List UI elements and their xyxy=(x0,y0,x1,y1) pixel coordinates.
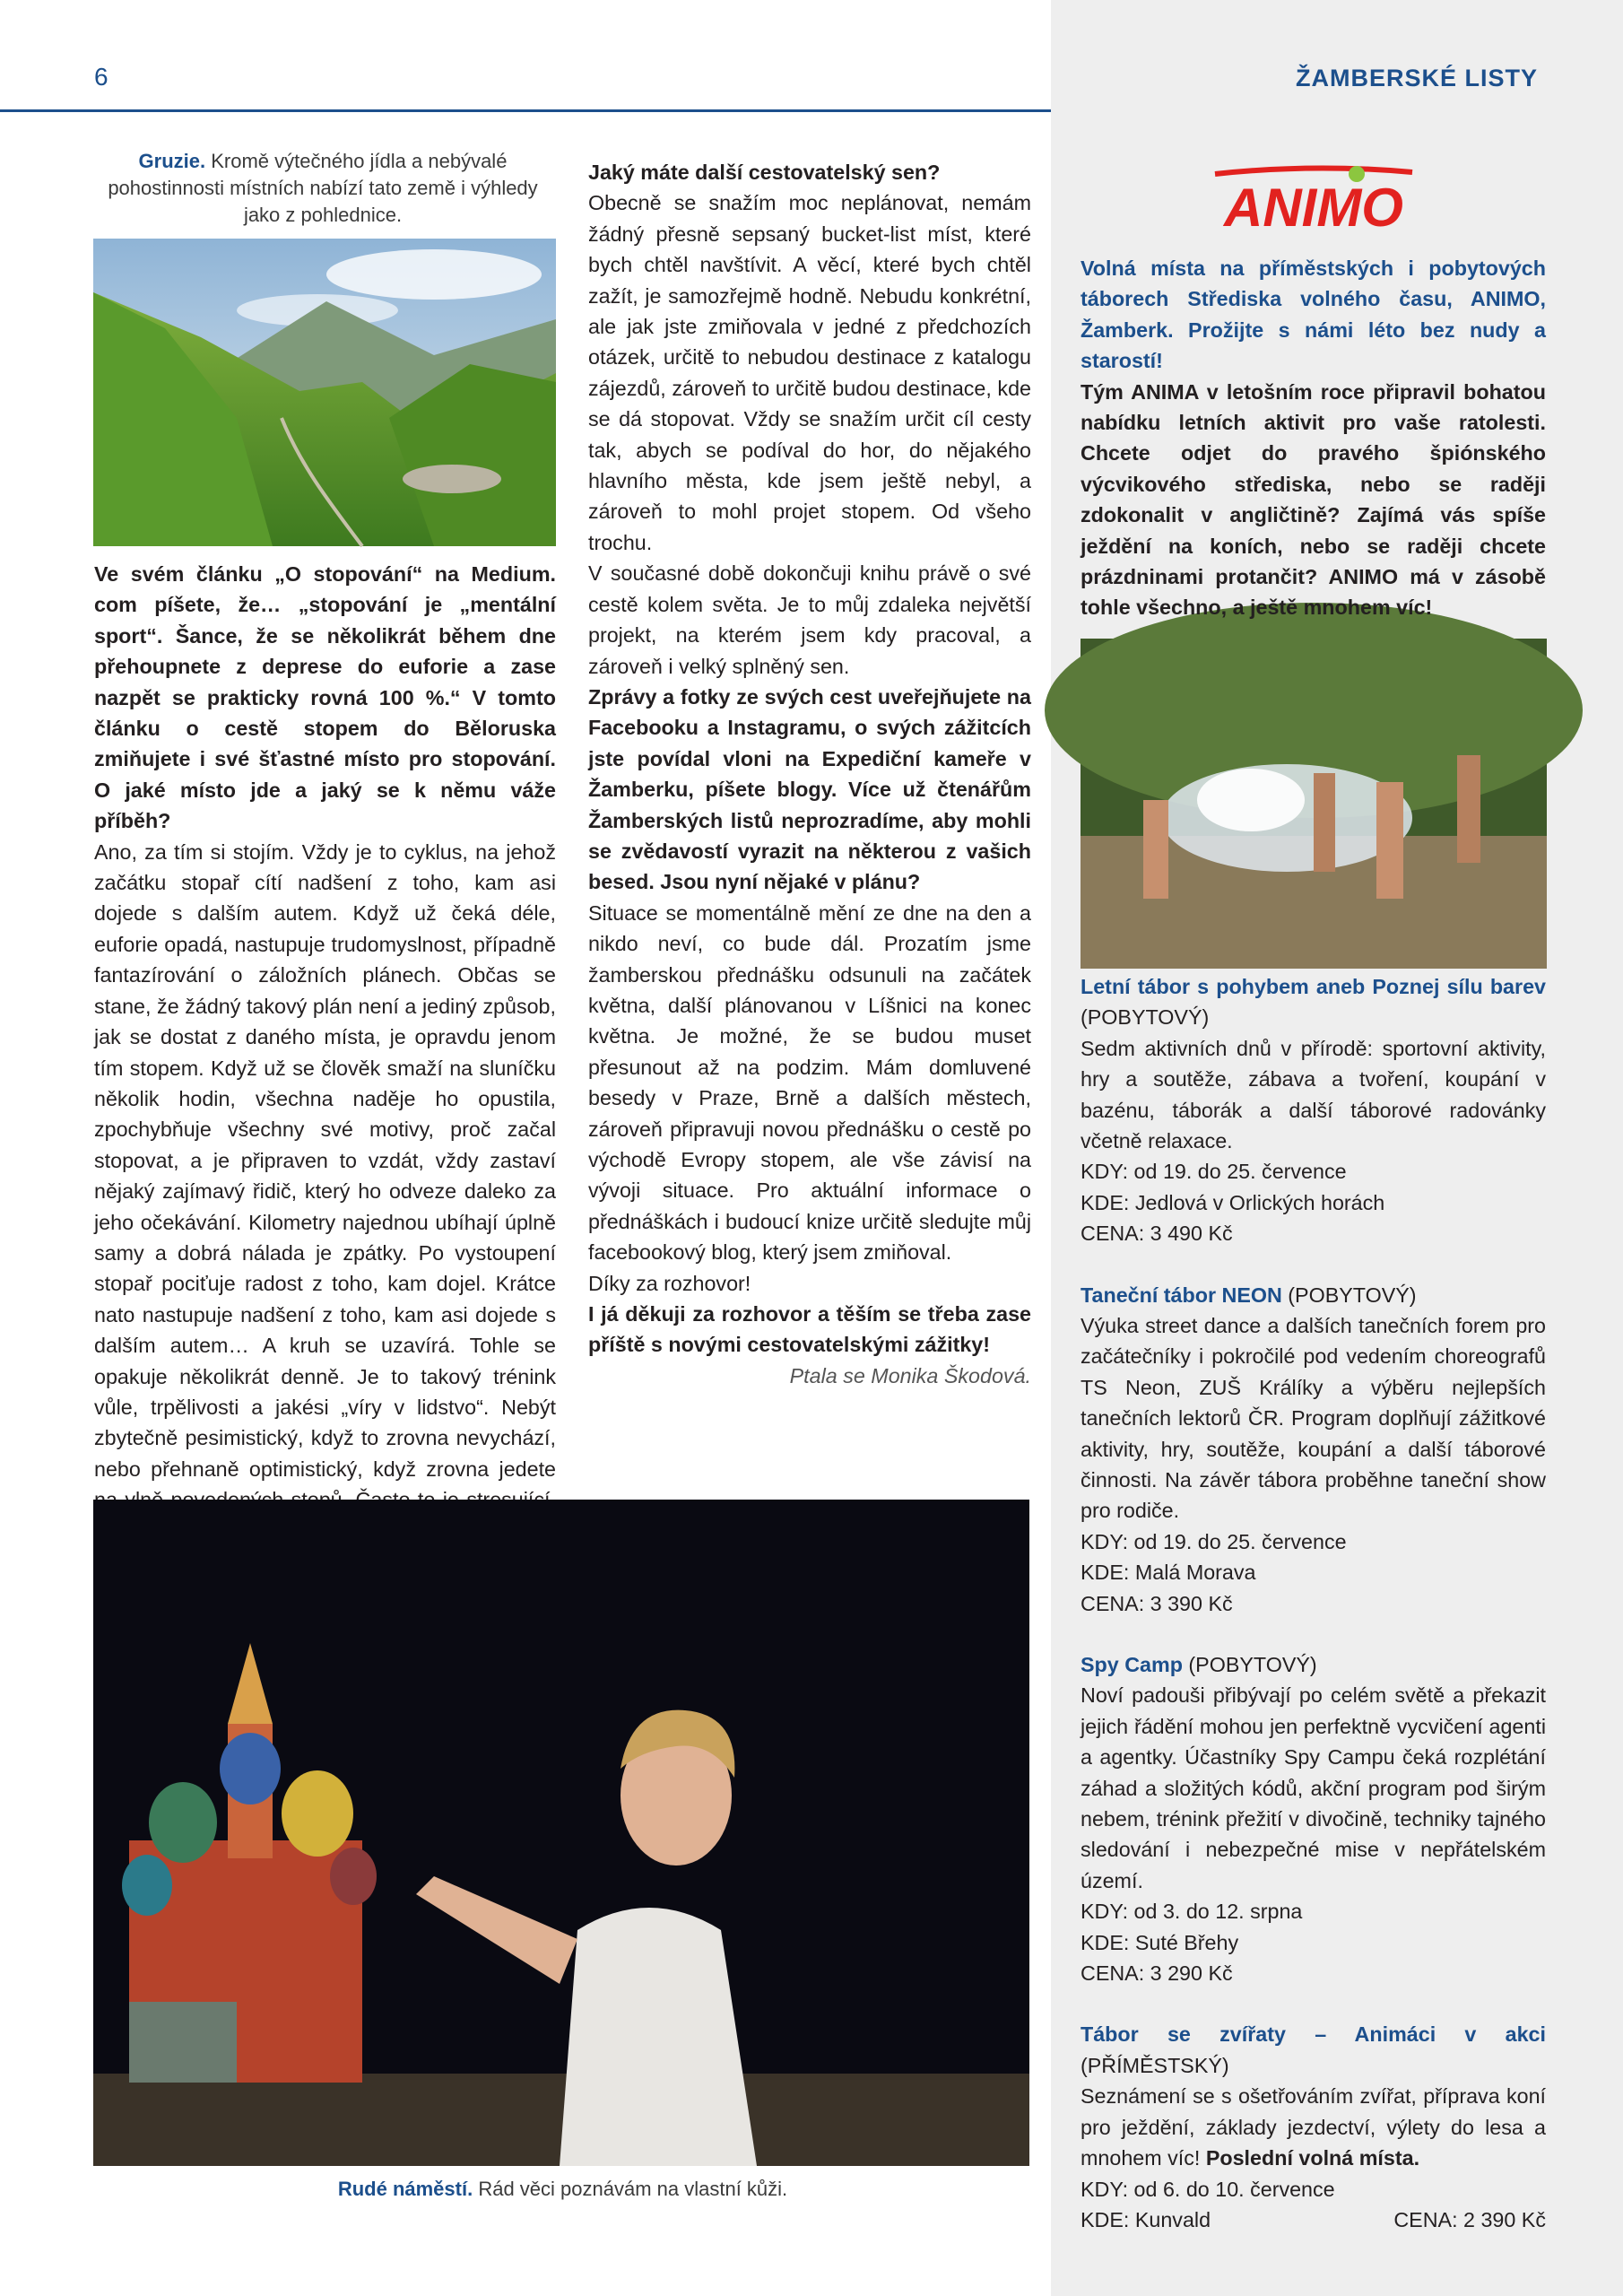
camp-name: Letní tábor s pohybem aneb Poznej sílu barev xyxy=(1081,974,1546,998)
camp-entry xyxy=(1081,1280,1546,1619)
camp-when: KDY: od 6. do 10. července xyxy=(1081,2177,1335,2201)
camp-where: KDE: Kunvald xyxy=(1081,2207,1211,2231)
interview-closing: I já děkuji za rozhovor a těším se třeba zase příště s novými cestovatelskými zážitky! xyxy=(588,1302,1031,1357)
camp-where-price xyxy=(1081,2205,1546,2235)
animo-logo-text: ANIMO xyxy=(1224,178,1403,238)
interview-question: Zprávy a fotky ze svých cest uveřejňujete na Facebooku a Instagramu, o svých zážitcích jste povídal vloni na Expediční kameře v Žamberku, píšete blogy. Více už čtenářům Žamberských listů neprozradíme, aby mohli se zvědavostí vyrazit na některou z vašich besed. Jsou nyní nějaké v plánu? xyxy=(588,684,1031,894)
camp-where: KDE: Jedlová v Orlických horách xyxy=(1081,1190,1385,1214)
camp-entry xyxy=(1081,1649,1546,1988)
animo-intro-text: Tým ANIMA v letošním roce připravil bohatou nabídku letních aktivit pro vaše ratolesti. Chcete odjet do pravého špiónského výcvikového střediska, nebo se raději zdokonalit v angličtině? Zajímá vás spíše ježdění na koních, nebo se raději chcete prázdninami protančit? ANIMO má v zásobě tohle všechno, a ještě mnohem víc! xyxy=(1081,379,1546,620)
camp-price: CENA: 3 390 Kč xyxy=(1081,1591,1233,1615)
interview-answer: Díky za rozhovor! xyxy=(588,1271,751,1295)
camp-description: Noví padouši přibývají po celém světě a překazit jejich řádění mohou jen perfektně vycvičení agenti a agentky. Účastníky Spy Campu čeká rozplétání záhad a složitých kódů, akční program pod širým nebem, trénink přežití v divočině, techniky tajného sledování i nebezpečné mise v nepřátelském území. xyxy=(1081,1683,1546,1892)
magazine-title: ŽAMBERSKÉ LISTY xyxy=(1296,65,1539,91)
camp-type: (POBYTOVÝ) xyxy=(1081,1005,1210,1030)
camp-price: CENA: 3 490 Kč xyxy=(1081,1222,1233,1246)
animo-logo xyxy=(1197,161,1430,238)
camp-description: Výuka street dance a dalších tanečních forem pro začátečníky i pokročilé pod vedením choreografů TS Neon, ZUŠ Králíky a výběru nejlepších tanečních lektorů ČR. Program doplňují zážitkové aktivity, hry, soutěže, koupání a další táborové činnosti. Na závěr tábora proběhne taneční show pro rodiče. xyxy=(1081,1313,1546,1523)
camp-description: Sedm aktivních dnů v přírodě: sportovní aktivity, hry a soutěže, zábava a tvoření, koupání v bazénu, táborák a další táborové radovánky včetně relaxace. xyxy=(1081,1036,1546,1152)
camp-name: Tábor se zvířaty – Animáci v akci xyxy=(1081,2022,1546,2047)
camp-list xyxy=(1081,971,1546,2235)
camp-when: KDY: od 19. do 25. července xyxy=(1081,1160,1347,1184)
animo-intro-heading: Volná místa na příměstských i pobytových táborech Střediska volného času, ANIMO, Žamberk. Prožijte s námi léto bez nudy a starostí! xyxy=(1081,257,1546,373)
camp-when: KDY: od 3. do 12. srpna xyxy=(1081,1900,1303,1924)
camp-entry xyxy=(1081,971,1546,1249)
camp-price: CENA: 2 390 Kč xyxy=(1393,2207,1546,2231)
camp-type: (POBYTOVÝ) xyxy=(1281,1283,1417,1307)
georgia-caption xyxy=(90,148,556,229)
interview-answer: Obecně se snažím moc neplánovat, nemám žádný přesně sepsaný bucket-list míst, které bych chtěl navštívit. A věcí, které bych chtěl zažít, je samozřejmě hodně. Nebudu konkrétní, ale jak jste zmiňovala v jedné z předchozích otázek, určitě to nebudou destinace z katalogu zájezdů, zároveň to určitě budou destinace, kde se dá stopovat. Vždy se snažím určit cíl cesty tak, abych se podíval do hor, do nějakého hlavního města, kde jsem ještě nebyl, a zároveň to mohl projet stopem. Od všeho trochu. xyxy=(588,191,1031,554)
interview-answer: Situace se momentálně mění ze dne na den a nikdo neví, co bude dál. Prozatím jsme žamberskou přednášku odsunuli na začátek května, další plánovanou v Líšnici na konec května. Je možné, že se budou muset přesunout až na podzim. Mám domluvené besedy v Praze, Brně a dalších městech, zároveň připravuji novou přednášku o cestě po východě Evropy stopem, ale vše závisí na vývoji situace. Pro aktuální informace o přednáškách i budoucí knize určitě sledujte můj facebookový blog, který jsem zmiňoval. xyxy=(588,900,1031,1265)
caption-text: Kromě výtečného jídla a nebývalé pohostinnosti místních nabízí tato země i výhledy jako z pohlednice. xyxy=(108,150,538,226)
red-square-caption xyxy=(94,2176,1031,2203)
interview-question: Jaký máte další cestovatelský sen? xyxy=(588,161,941,184)
camp-where: KDE: Malá Morava xyxy=(1081,1561,1256,1585)
caption-text: Rád věci poznávám na vlastní kůži. xyxy=(473,2178,788,2200)
red-square-photo xyxy=(93,1500,1029,2166)
caption-highlight: Rudé náměstí. xyxy=(337,2178,473,2200)
caption-highlight: Gruzie. xyxy=(138,150,206,172)
page-number: 6 xyxy=(94,63,108,91)
camp-type: (PŘÍMĚSTSKÝ) xyxy=(1081,2053,1229,2077)
camp-description: Seznámení se s ošetřováním zvířat, příprava koní pro ježdění, základy jezdectví, výlety do lesa a mnohem víc! xyxy=(1081,2084,1546,2170)
header-rule xyxy=(0,109,1051,112)
interview-answer: V současné době dokončuji knihu právě o své cestě kolem světa. Je to můj zdaleka největší projekt, na kterém jsem kdy pracoval, a zároveň i velký splněný sen. xyxy=(588,561,1031,678)
georgia-mountains-photo xyxy=(93,239,556,546)
camp-entry xyxy=(1081,2019,1546,2235)
camp-highlight: Poslední volná místa. xyxy=(1200,2146,1420,2170)
animo-column xyxy=(1081,253,1546,2235)
interview-column-1 xyxy=(94,559,556,1577)
interview-question: Ve svém článku „O stopování“ na Medium. com píšete, že… „stopování je „mentální sport“. Šance, že se několikrát během dne přehoupnete z deprese do euforie a zase nazpět se prakticky rovná 100 %.“ V tomto článku o cestě stopem do Běloruska zmiňujete i své šťastné místo pro stopování. O jaké místo jde a jaký se k němu váže příběh? xyxy=(94,562,556,833)
camp-name: Spy Camp xyxy=(1081,1653,1183,1676)
interview-signature: Ptala se Monika Škodová. xyxy=(789,1363,1031,1387)
camp-where: KDE: Suté Břehy xyxy=(1081,1930,1239,1954)
camp-name: Taneční tábor NEON xyxy=(1081,1283,1282,1307)
camp-price: CENA: 3 290 Kč xyxy=(1081,1961,1233,1986)
camp-when: KDY: od 19. do 25. července xyxy=(1081,1529,1347,1553)
interview-answer: Ano, za tím si stojím. Vždy je to cyklus, na jehož začátku stopař cítí nadšení z toho, kam asi dojede s dalším autem. Když už čeká déle, euforie opadá, nastupuje trudomyslnost, případně fantazírování o záložních plánech. Občas se stane, že žádný takový plán není a jediný způsob, jak se dostat z daného místa, je opravdu jenom tím stopem. Když už se člověk smaží na sluníčku několik hodin, všechna naděje ho opustila, zpochybňuje všechny své motivy, proč začal stopovat, a je připraven to vzdát, vždy zastaví nějaký zajímavý řidič, který ho odveze daleko za jeho očekávání. Kilometry najednou ubíhají úplně samy a dobrá nálada je zpátky. Po vystoupení stopař pociťuje radost z toho, kam dojel. Krátce nato nastupuje nadšení z toho, kam asi dojede s dalším autem… A kruh se uzavírá. Tohle se opakuje několikrát denně. Je to takový trénink vůle, trpělivosti a jakési „víry v lidstvo“. Nebýt zbytečně pesimistický, když to zrovna nevychází, nebo přehnaně optimistický, když zrovna jedete xyxy=(94,839,556,1481)
interview-column-2 xyxy=(588,157,1031,1391)
camp-type: (POBYTOVÝ) xyxy=(1182,1653,1317,1676)
photo-spacer xyxy=(1081,623,1546,971)
